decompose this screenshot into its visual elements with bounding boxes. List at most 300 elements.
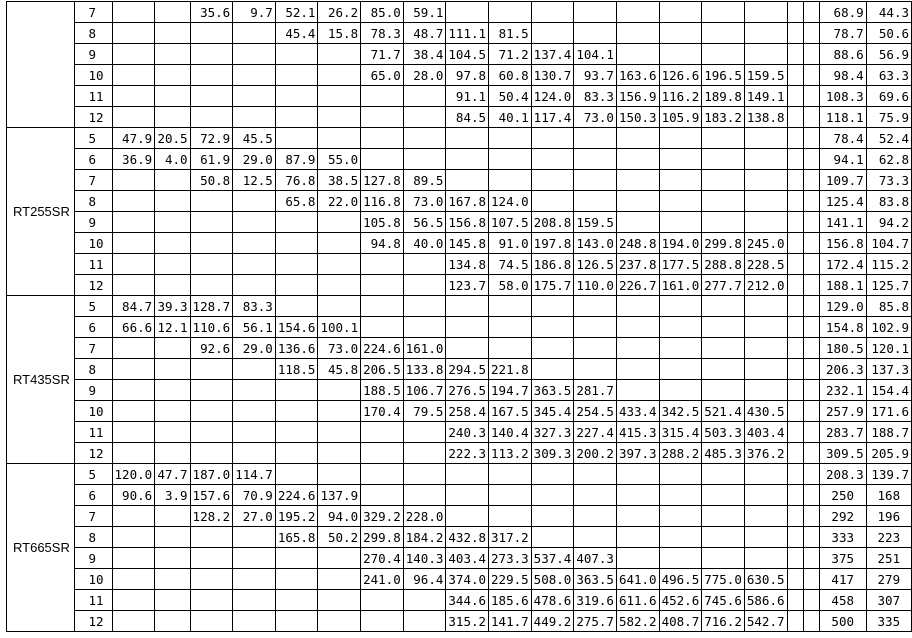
value-cell: 229.5 (489, 569, 532, 590)
value-cell (275, 443, 318, 464)
value-cell: 542.7 (744, 611, 787, 632)
value-cell (318, 380, 361, 401)
value-cell: 20.5 (155, 128, 190, 149)
value-cell: 150.3 (616, 107, 659, 128)
value-cell: 159.5 (574, 212, 617, 233)
value-cell: 123.7 (446, 275, 489, 296)
value-cell: 63.3 (866, 65, 911, 86)
value-cell (803, 548, 819, 569)
row-label-cell: 12 (75, 611, 112, 632)
value-cell (744, 380, 787, 401)
value-cell: 277.7 (702, 275, 745, 296)
value-cell: 251 (866, 548, 911, 569)
value-cell (190, 527, 233, 548)
value-cell (659, 149, 702, 170)
value-cell (803, 569, 819, 590)
value-cell: 74.5 (489, 254, 532, 275)
value-cell (616, 338, 659, 359)
value-cell: 56.9 (866, 44, 911, 65)
value-cell: 75.9 (866, 107, 911, 128)
value-cell: 120.1 (866, 338, 911, 359)
value-cell: 485.3 (702, 443, 745, 464)
value-cell: 200.2 (574, 443, 617, 464)
value-cell (787, 107, 803, 128)
value-cell (446, 338, 489, 359)
value-cell (787, 506, 803, 527)
value-cell (275, 233, 318, 254)
value-cell (446, 317, 489, 338)
value-cell (574, 359, 617, 380)
value-cell (744, 44, 787, 65)
value-cell: 375 (819, 548, 866, 569)
value-cell: 9.7 (233, 2, 276, 23)
value-cell: 240.3 (446, 422, 489, 443)
value-cell (155, 590, 190, 611)
value-cell (155, 506, 190, 527)
value-cell (190, 191, 233, 212)
value-cell (616, 170, 659, 191)
value-cell (233, 443, 276, 464)
value-cell (155, 443, 190, 464)
value-cell (744, 506, 787, 527)
value-cell (744, 359, 787, 380)
value-cell: 104.7 (866, 233, 911, 254)
value-cell (702, 506, 745, 527)
value-cell: 206.3 (819, 359, 866, 380)
value-cell (361, 317, 404, 338)
value-cell (275, 401, 318, 422)
value-cell: 415.3 (616, 422, 659, 443)
value-cell (361, 86, 404, 107)
value-cell (190, 23, 233, 44)
table-row (7, 317, 912, 338)
value-cell (787, 212, 803, 233)
value-cell (233, 212, 276, 233)
value-cell: 56.5 (403, 212, 446, 233)
value-cell: 197.8 (531, 233, 574, 254)
value-cell: 27.0 (233, 506, 276, 527)
value-cell (531, 464, 574, 485)
value-cell (803, 359, 819, 380)
value-cell (112, 338, 155, 359)
value-cell (190, 107, 233, 128)
value-cell (803, 464, 819, 485)
value-cell (702, 338, 745, 359)
value-cell (616, 485, 659, 506)
value-cell (233, 359, 276, 380)
value-cell (190, 86, 233, 107)
value-cell (361, 443, 404, 464)
value-cell: 196.5 (702, 65, 745, 86)
value-cell: 257.9 (819, 401, 866, 422)
value-cell: 175.7 (531, 275, 574, 296)
value-cell: 273.3 (489, 548, 532, 569)
value-cell: 85.0 (361, 2, 404, 23)
value-cell (318, 65, 361, 86)
value-cell: 48.7 (403, 23, 446, 44)
value-cell: 452.6 (659, 590, 702, 611)
value-cell (318, 422, 361, 443)
value-cell (702, 464, 745, 485)
value-cell (659, 296, 702, 317)
value-cell: 344.6 (446, 590, 489, 611)
value-cell: 309.3 (531, 443, 574, 464)
value-cell (574, 527, 617, 548)
value-cell (361, 422, 404, 443)
value-cell (531, 191, 574, 212)
value-cell (403, 317, 446, 338)
value-cell (446, 506, 489, 527)
table-row (7, 275, 912, 296)
value-cell (155, 191, 190, 212)
value-cell (744, 317, 787, 338)
value-cell (112, 254, 155, 275)
value-cell: 376.2 (744, 443, 787, 464)
value-cell (803, 128, 819, 149)
value-cell: 58.0 (489, 275, 532, 296)
value-cell: 407.3 (574, 548, 617, 569)
value-cell: 408.7 (659, 611, 702, 632)
value-cell: 15.8 (318, 23, 361, 44)
value-cell (803, 65, 819, 86)
value-cell (112, 422, 155, 443)
value-cell: 78.4 (819, 128, 866, 149)
row-label-cell: 12 (75, 443, 112, 464)
value-cell (403, 107, 446, 128)
value-cell: 109.7 (819, 170, 866, 191)
value-cell: 403.4 (744, 422, 787, 443)
value-cell: 165.8 (275, 527, 318, 548)
value-cell (446, 485, 489, 506)
value-cell: 630.5 (744, 569, 787, 590)
value-cell: 167.8 (446, 191, 489, 212)
value-cell (787, 317, 803, 338)
value-cell (233, 254, 276, 275)
value-cell (318, 44, 361, 65)
model-name-cell (7, 2, 75, 128)
value-cell: 250 (819, 485, 866, 506)
value-cell: 113.2 (489, 443, 532, 464)
value-cell (787, 86, 803, 107)
value-cell (190, 233, 233, 254)
value-cell: 397.3 (616, 443, 659, 464)
value-cell (787, 233, 803, 254)
value-cell (616, 296, 659, 317)
value-cell (787, 296, 803, 317)
value-cell: 60.8 (489, 65, 532, 86)
value-cell (803, 2, 819, 23)
value-cell (787, 527, 803, 548)
value-cell: 208.8 (531, 212, 574, 233)
value-cell (361, 149, 404, 170)
model-name-cell: RT665SR (7, 464, 75, 632)
value-cell: 363.5 (531, 380, 574, 401)
value-cell (702, 23, 745, 44)
value-cell (702, 380, 745, 401)
value-cell: 154.8 (819, 317, 866, 338)
value-cell: 106.7 (403, 380, 446, 401)
table-row (7, 212, 912, 233)
value-cell (155, 254, 190, 275)
table-row (7, 338, 912, 359)
value-cell (659, 191, 702, 212)
value-cell: 254.5 (574, 401, 617, 422)
value-cell (803, 107, 819, 128)
value-cell: 111.1 (446, 23, 489, 44)
value-cell: 97.8 (446, 65, 489, 86)
value-cell (403, 590, 446, 611)
table-row (7, 464, 912, 485)
value-cell (155, 380, 190, 401)
value-cell (659, 128, 702, 149)
value-cell (403, 86, 446, 107)
value-cell (112, 527, 155, 548)
value-cell (574, 128, 617, 149)
row-label-cell: 8 (75, 359, 112, 380)
value-cell (702, 170, 745, 191)
value-cell (744, 296, 787, 317)
value-cell: 65.8 (275, 191, 318, 212)
value-cell: 83.8 (866, 191, 911, 212)
value-cell (446, 149, 489, 170)
value-cell (233, 380, 276, 401)
value-cell (659, 548, 702, 569)
value-cell: 582.2 (616, 611, 659, 632)
value-cell (190, 569, 233, 590)
value-cell (787, 23, 803, 44)
value-cell: 114.7 (233, 464, 276, 485)
row-label-cell: 10 (75, 401, 112, 422)
value-cell (787, 191, 803, 212)
value-cell: 102.9 (866, 317, 911, 338)
value-cell: 59.1 (403, 2, 446, 23)
value-cell: 403.4 (446, 548, 489, 569)
value-cell: 183.2 (702, 107, 745, 128)
value-cell: 89.5 (403, 170, 446, 191)
value-cell (531, 527, 574, 548)
model-name-cell: RT435SR (7, 296, 75, 464)
value-cell (702, 485, 745, 506)
value-cell: 61.9 (190, 149, 233, 170)
value-cell: 62.8 (866, 149, 911, 170)
table-row (7, 254, 912, 275)
value-cell (190, 44, 233, 65)
value-cell (190, 548, 233, 569)
value-cell: 124.0 (489, 191, 532, 212)
value-cell (361, 611, 404, 632)
value-cell (489, 464, 532, 485)
value-cell (787, 338, 803, 359)
value-cell: 195.2 (275, 506, 318, 527)
value-cell: 94.8 (361, 233, 404, 254)
value-cell: 79.5 (403, 401, 446, 422)
value-cell (318, 86, 361, 107)
value-cell: 163.6 (616, 65, 659, 86)
value-cell: 104.1 (574, 44, 617, 65)
value-cell (112, 359, 155, 380)
value-cell (403, 296, 446, 317)
value-cell (233, 107, 276, 128)
table-row (7, 443, 912, 464)
value-cell (702, 44, 745, 65)
value-cell: 120.0 (112, 464, 155, 485)
table-body (7, 2, 912, 632)
value-cell: 108.3 (819, 86, 866, 107)
value-cell (574, 149, 617, 170)
value-cell (275, 422, 318, 443)
value-cell: 66.6 (112, 317, 155, 338)
value-cell (787, 2, 803, 23)
value-cell (190, 590, 233, 611)
value-cell (318, 548, 361, 569)
value-cell (803, 191, 819, 212)
value-cell (616, 128, 659, 149)
value-cell (446, 128, 489, 149)
value-cell: 170.4 (361, 401, 404, 422)
value-cell: 212.0 (744, 275, 787, 296)
value-cell (531, 485, 574, 506)
value-cell: 342.5 (659, 401, 702, 422)
value-cell: 641.0 (616, 569, 659, 590)
table-row (7, 107, 912, 128)
table-row (7, 2, 912, 23)
value-cell: 50.6 (866, 23, 911, 44)
value-cell (787, 170, 803, 191)
value-cell (489, 338, 532, 359)
value-cell: 417 (819, 569, 866, 590)
value-cell: 87.9 (275, 149, 318, 170)
value-cell: 40.1 (489, 107, 532, 128)
row-label-cell: 11 (75, 422, 112, 443)
table-row (7, 23, 912, 44)
row-label-cell: 10 (75, 233, 112, 254)
value-cell: 154.4 (866, 380, 911, 401)
value-cell: 245.0 (744, 233, 787, 254)
value-cell: 221.8 (489, 359, 532, 380)
value-cell (744, 338, 787, 359)
value-cell: 329.2 (361, 506, 404, 527)
value-cell: 500 (819, 611, 866, 632)
row-label-cell: 7 (75, 2, 112, 23)
value-cell (190, 254, 233, 275)
value-cell (190, 443, 233, 464)
value-cell: 716.2 (702, 611, 745, 632)
value-cell: 71.7 (361, 44, 404, 65)
value-cell (787, 359, 803, 380)
row-label-cell: 5 (75, 128, 112, 149)
value-cell (659, 464, 702, 485)
value-cell: 125.4 (819, 191, 866, 212)
value-cell: 133.8 (403, 359, 446, 380)
value-cell: 105.9 (659, 107, 702, 128)
value-cell: 156.8 (446, 212, 489, 233)
value-cell (616, 380, 659, 401)
value-cell: 145.8 (446, 233, 489, 254)
table-row (7, 44, 912, 65)
value-cell (318, 275, 361, 296)
value-cell: 94.1 (819, 149, 866, 170)
value-cell (155, 569, 190, 590)
value-cell (318, 464, 361, 485)
value-cell: 110.6 (190, 317, 233, 338)
value-cell (275, 548, 318, 569)
value-cell: 118.1 (819, 107, 866, 128)
value-cell: 105.8 (361, 212, 404, 233)
value-cell: 28.0 (403, 65, 446, 86)
value-cell (361, 254, 404, 275)
value-cell (574, 464, 617, 485)
value-cell: 180.5 (819, 338, 866, 359)
value-cell: 226.7 (616, 275, 659, 296)
value-cell: 38.5 (318, 170, 361, 191)
value-cell (787, 254, 803, 275)
value-cell: 55.0 (318, 149, 361, 170)
value-cell (190, 611, 233, 632)
value-cell: 168 (866, 485, 911, 506)
value-cell (702, 527, 745, 548)
value-cell: 141.1 (819, 212, 866, 233)
value-cell (702, 548, 745, 569)
value-cell: 299.8 (702, 233, 745, 254)
row-label-cell: 7 (75, 506, 112, 527)
value-cell: 44.3 (866, 2, 911, 23)
value-cell: 92.6 (190, 338, 233, 359)
value-cell (744, 149, 787, 170)
row-label-cell: 10 (75, 569, 112, 590)
value-cell (616, 212, 659, 233)
row-label-cell: 5 (75, 296, 112, 317)
value-cell: 537.4 (531, 548, 574, 569)
value-cell: 496.5 (659, 569, 702, 590)
value-cell (155, 23, 190, 44)
value-cell (403, 485, 446, 506)
value-cell (803, 338, 819, 359)
value-cell: 78.3 (361, 23, 404, 44)
value-cell: 52.1 (275, 2, 318, 23)
value-cell: 47.7 (155, 464, 190, 485)
value-cell (531, 317, 574, 338)
value-cell (275, 464, 318, 485)
value-cell (744, 527, 787, 548)
row-label-cell: 8 (75, 191, 112, 212)
value-cell (702, 149, 745, 170)
value-cell: 139.7 (866, 464, 911, 485)
value-cell (112, 65, 155, 86)
value-cell: 56.1 (233, 317, 276, 338)
value-cell: 208.3 (819, 464, 866, 485)
value-cell (616, 506, 659, 527)
value-cell: 149.1 (744, 86, 787, 107)
value-cell (531, 338, 574, 359)
value-cell: 84.7 (112, 296, 155, 317)
value-cell: 115.2 (866, 254, 911, 275)
value-cell (275, 44, 318, 65)
value-cell: 188.1 (819, 275, 866, 296)
rating-table (6, 1, 912, 632)
table-row (7, 65, 912, 86)
value-cell (190, 359, 233, 380)
value-cell: 228.5 (744, 254, 787, 275)
value-cell: 275.7 (574, 611, 617, 632)
value-cell: 196 (866, 506, 911, 527)
value-cell (787, 65, 803, 86)
value-cell (233, 611, 276, 632)
value-cell: 363.5 (574, 569, 617, 590)
row-label-cell: 12 (75, 107, 112, 128)
value-cell: 292 (819, 506, 866, 527)
table-row (7, 485, 912, 506)
value-cell (787, 401, 803, 422)
